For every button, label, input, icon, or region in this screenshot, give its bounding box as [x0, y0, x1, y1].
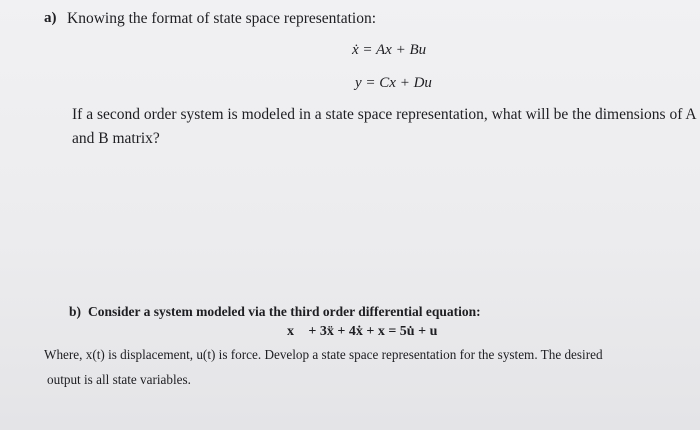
differential-equation: x⃛ + 3ẍ + 4ẋ + x = 5u̇ + u [287, 324, 438, 339]
part-b-label: b) [69, 304, 82, 319]
part-b-where-line2: output is all state variables. [47, 372, 191, 387]
part-a-question-line1: If a second order system is modeled in a state space representation, what will be the dimensions of A [72, 106, 697, 123]
output-equation: y = Cx + Du [355, 75, 432, 91]
part-b-intro: Consider a system modeled via the third order differential equation: [88, 304, 481, 319]
part-a-intro: Knowing the format of state space representation: [67, 10, 377, 27]
part-b-where-line1: Where, x(t) is displacement, u(t) is force. Develop a state space representation for the system. The desired [44, 347, 603, 362]
part-a-question-line2: and B matrix? [72, 130, 160, 147]
state-equation: ẋ = Ax + Bu [352, 42, 427, 58]
part-a-label: a) [44, 10, 57, 26]
